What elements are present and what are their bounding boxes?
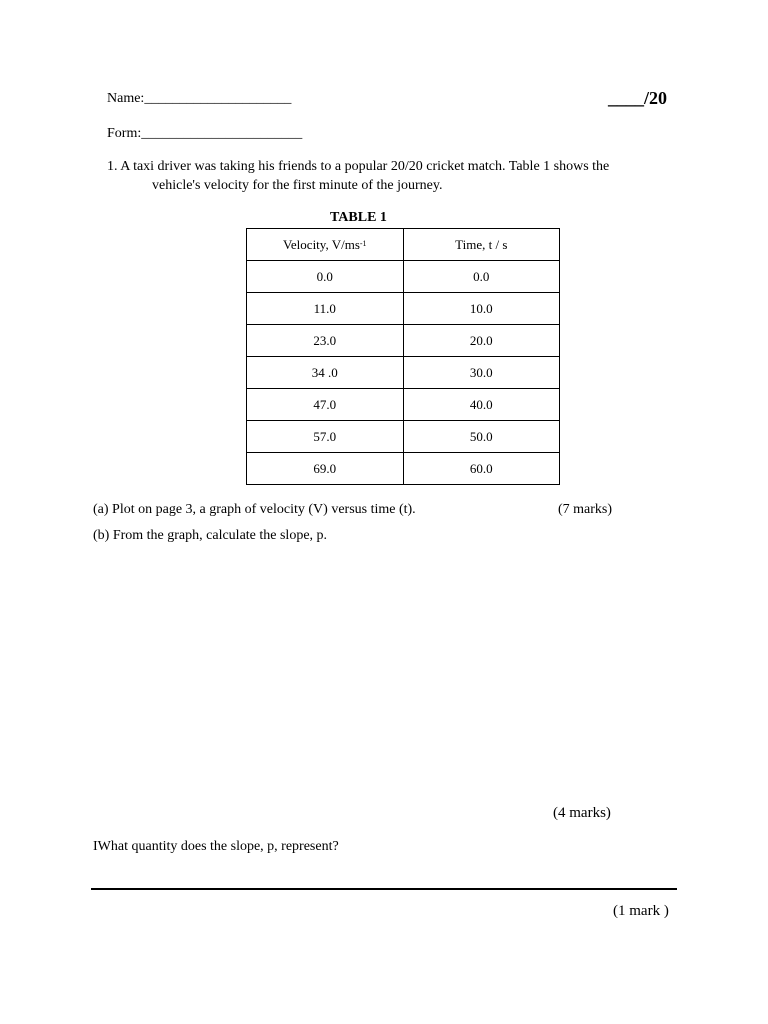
velocity-cell: 23.0 <box>247 325 404 357</box>
time-column-header: Time, t / s <box>403 229 559 261</box>
time-cell: 60.0 <box>403 453 559 485</box>
velocity-cell: 47.0 <box>247 389 404 421</box>
velocity-cell: 34 .0 <box>247 357 404 389</box>
part-c-text: IWhat quantity does the slope, p, represent? <box>93 839 339 854</box>
name-field-label[interactable]: Name:_____________________ <box>107 91 292 106</box>
table-header-row <box>247 229 560 261</box>
answer-line[interactable] <box>91 888 677 890</box>
table-row <box>247 261 560 293</box>
time-cell: 10.0 <box>403 293 559 325</box>
time-cell: 40.0 <box>403 389 559 421</box>
form-field-label[interactable]: Form:_______________________ <box>107 126 303 141</box>
table-row <box>247 293 560 325</box>
part-a-text: (a) Plot on page 3, a graph of velocity (V) versus time (t). <box>93 502 416 517</box>
table-row <box>247 325 560 357</box>
part-b-marks: (4 marks) <box>553 805 611 821</box>
question-1-text-line-2: vehicle's velocity for the first minute of the journey. <box>152 178 443 193</box>
table-row <box>247 453 560 485</box>
velocity-header-text: Velocity, V/ms <box>282 236 360 252</box>
question-1-text-line-1: 1. A taxi driver was taking his friends to a popular 20/20 cricket match. Table 1 shows the <box>107 159 610 174</box>
table-title: TABLE 1 <box>330 210 387 225</box>
score-total: ____/20 <box>607 88 667 108</box>
table-row <box>247 389 560 421</box>
velocity-cell: 11.0 <box>247 293 404 325</box>
velocity-column-header <box>247 229 404 261</box>
time-cell: 0.0 <box>403 261 559 293</box>
velocity-time-table <box>246 228 560 485</box>
velocity-cell: 57.0 <box>247 421 404 453</box>
table-row <box>247 357 560 389</box>
time-cell: 30.0 <box>403 357 559 389</box>
velocity-cell: 69.0 <box>247 453 404 485</box>
velocity-unit-exponent: -1 <box>359 238 367 248</box>
velocity-cell: 0.0 <box>247 261 404 293</box>
time-cell: 50.0 <box>403 421 559 453</box>
part-b-text: (b) From the graph, calculate the slope, p. <box>93 528 328 543</box>
table-row <box>247 421 560 453</box>
part-c-marks: (1 mark ) <box>613 903 669 919</box>
part-a-marks: (7 marks) <box>558 502 613 517</box>
time-cell: 20.0 <box>403 325 559 357</box>
